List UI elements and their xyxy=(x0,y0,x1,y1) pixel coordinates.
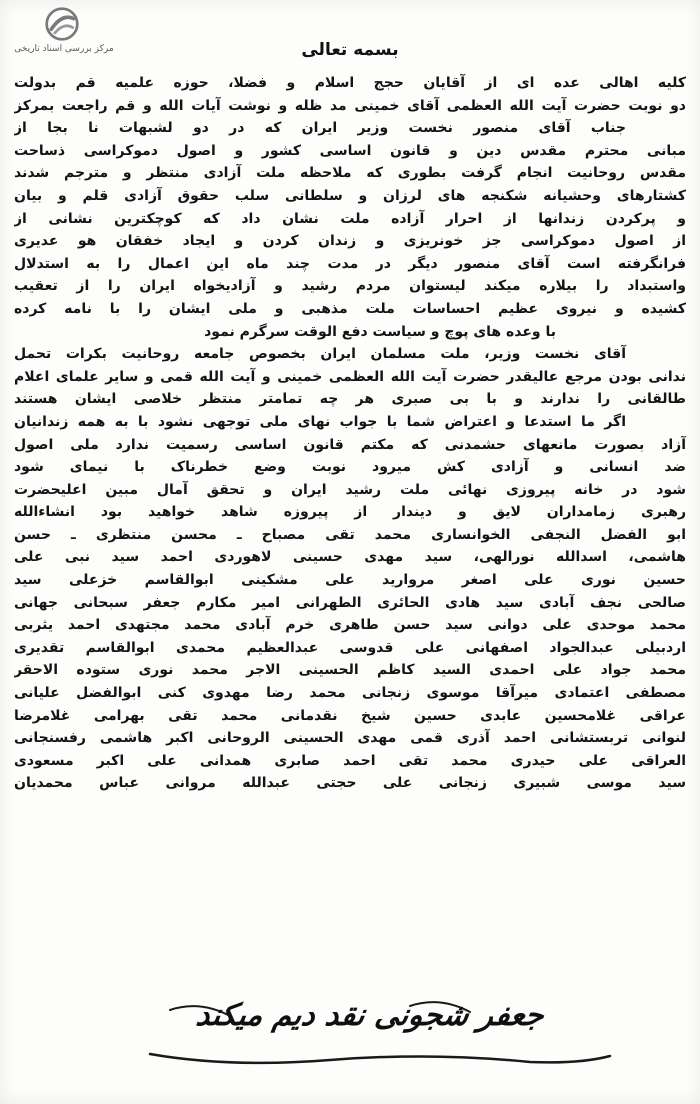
document-line: دو نوبت حضرت آیت الله العظمی آقای خمینی مد ظله و نوشت آیات الله و قم راجعت بمرکز xyxy=(14,97,686,114)
document-line: شود در خانه پیروزی نهائی ملت رشید ایران و تحقق آمال مبین اعلیحضرت xyxy=(14,481,686,498)
signatory-line: محمد جواد علی احمدی السید کاظم الحسینی الاجر محمد نوری ستوده الاحقر xyxy=(14,662,686,679)
document-line: فرانگرفته است آقای منصور دیگر در مدت چند ماه این اعمال را به استدلال xyxy=(14,255,686,272)
archive-logo xyxy=(8,4,120,60)
document-line: رهبری زمامداران لایق و دیندار از پیروزه شاهد خواهید بود انشاءالله xyxy=(14,504,686,521)
signatory-line: محمد موحدی علی دوانی سید حسن طاهری خرم آبادی محمد مجتهدی احمد یثربی xyxy=(14,617,686,634)
signatory-line: مصطفی اعتمادی میرآقا موسوی زنجانی محمد رضا مهدوی کنی ابوالفضل علیانی xyxy=(14,685,686,702)
document-line: کشتارهای وحشیانه شکنجه های لرزان و سلطانی سلب حقوق آزادی قلم و بیان xyxy=(14,187,686,204)
document-line: آزاد بصورت مانعهای حشمدنی که مکتم قانون اساسی رسمیت ندارد ملی اصول xyxy=(14,436,686,453)
document-line: کلیه اهالی عده ای از آقایان حجج اسلام و فضلا، حوزه علمیه قم بدولت xyxy=(14,75,686,91)
archive-watermark-text: مرکز بررسی اسناد تاریخی xyxy=(14,44,114,54)
document-line: و پرکردن زندانها از احرار آزاده ملت نشان داد که کوچکترین نشانی از xyxy=(14,210,686,227)
signatory-line: حسین نوری علی اصغر مروارید علی مشکینی ابوالقاسم خزعلی سید xyxy=(14,572,686,589)
signatory-line: ابو الفضل النجفی الخوانساری محمد تقی مصباح ـ محسن منتظری ـ حسن xyxy=(14,526,686,543)
document-line: جناب آقای منصور نخست وزیر ایران که در دو لشبهات نا بجا از xyxy=(14,120,626,137)
document-line: ضد انسانی و آزادی کش میرود نوبت وضع خطرناک با نیمای شود xyxy=(14,459,686,476)
document-line: ندانی بودن مرجع عالیقدر حضرت آیت الله العظمی خمینی و آیت الله قمی و سایر علمای اعلام xyxy=(14,368,686,385)
document-line: آقای نخست وزیر، ملت مسلمان ایران بخصوص جامعه روحانیت بکرات تحمل xyxy=(14,346,626,363)
signatory-line: هاشمی، اسدالله نورالهی، سید مهدی حسینی لاهوردی احمد سید نبی علی xyxy=(14,549,686,566)
signature-text: جعفر شجونی نقد دیم میکند xyxy=(193,998,547,1033)
document-line: با وعده های پوچ و سیاست دفع الوقت سرگرم نمود xyxy=(204,323,556,340)
document-line: از اصول دموکراسی جز خونریزی و زندان کردن و ایجاد خفقان هو عدیری xyxy=(14,233,686,250)
signatory-line: صالحی نجف آبادی سید هادی الحائری الطهرانی امیر مکارم جعفر سبحانی جهانی xyxy=(14,594,686,611)
signatory-line: العراقی علی حیدری محمد تقی احمد صابری همدانی علی اکبر مسعودی xyxy=(14,752,686,769)
handwritten-signature xyxy=(110,990,630,1080)
document-line: مقدس روحانیت انجام گرفت بطوری که ملاحظه ملت آزادی منتظر و مترجم شدند xyxy=(14,165,686,182)
document-line: مبانی محترم مقدس دین و قانون اساسی کشور و اصول دموکراسی ذساحت xyxy=(14,142,686,159)
archive-emblem-icon xyxy=(44,6,80,42)
document-line: طالقانی را ندارند و با بی صبری هر چه تمامتر منتظر خلاصی ایشان هستند xyxy=(14,391,686,408)
document-line: اگر ما استدعا و اعتراض شما با جواب نهای ملی توجهی نشود با به همه زندانیان xyxy=(14,413,626,430)
document-body xyxy=(14,72,686,795)
signatory-line: اردبیلی عبدالجواد اصفهانی علی قدوسی عبدالعظیم محمدی ابوالقاسم تقدیری xyxy=(14,639,686,656)
signatory-line: عراقی غلامحسین عابدی حسین شیخ نقدمانی محمد تقی بهرامی غلامرضا xyxy=(14,707,686,724)
signatory-line: سید موسی شبیری زنجانی علی حجتی عبدالله مروانی عباس محمدیان xyxy=(14,775,686,792)
signatory-line: لنوانی تربستشانی احمد آذری قمی مهدی الحسینی الروحانی اکبر هاشمی رفسنجانی xyxy=(14,730,686,747)
document-heading: بسمه تعالی xyxy=(301,40,399,60)
document-line: کشیده و نیروی عظیم احساسات ملت مذهبی و ملی ایشان را با نامه کرده xyxy=(14,300,686,317)
document-line: واستبداد را بیلاره میکند لیستوان مردم رشید و آزادیخواه ایران را از تعقیب xyxy=(14,278,686,295)
